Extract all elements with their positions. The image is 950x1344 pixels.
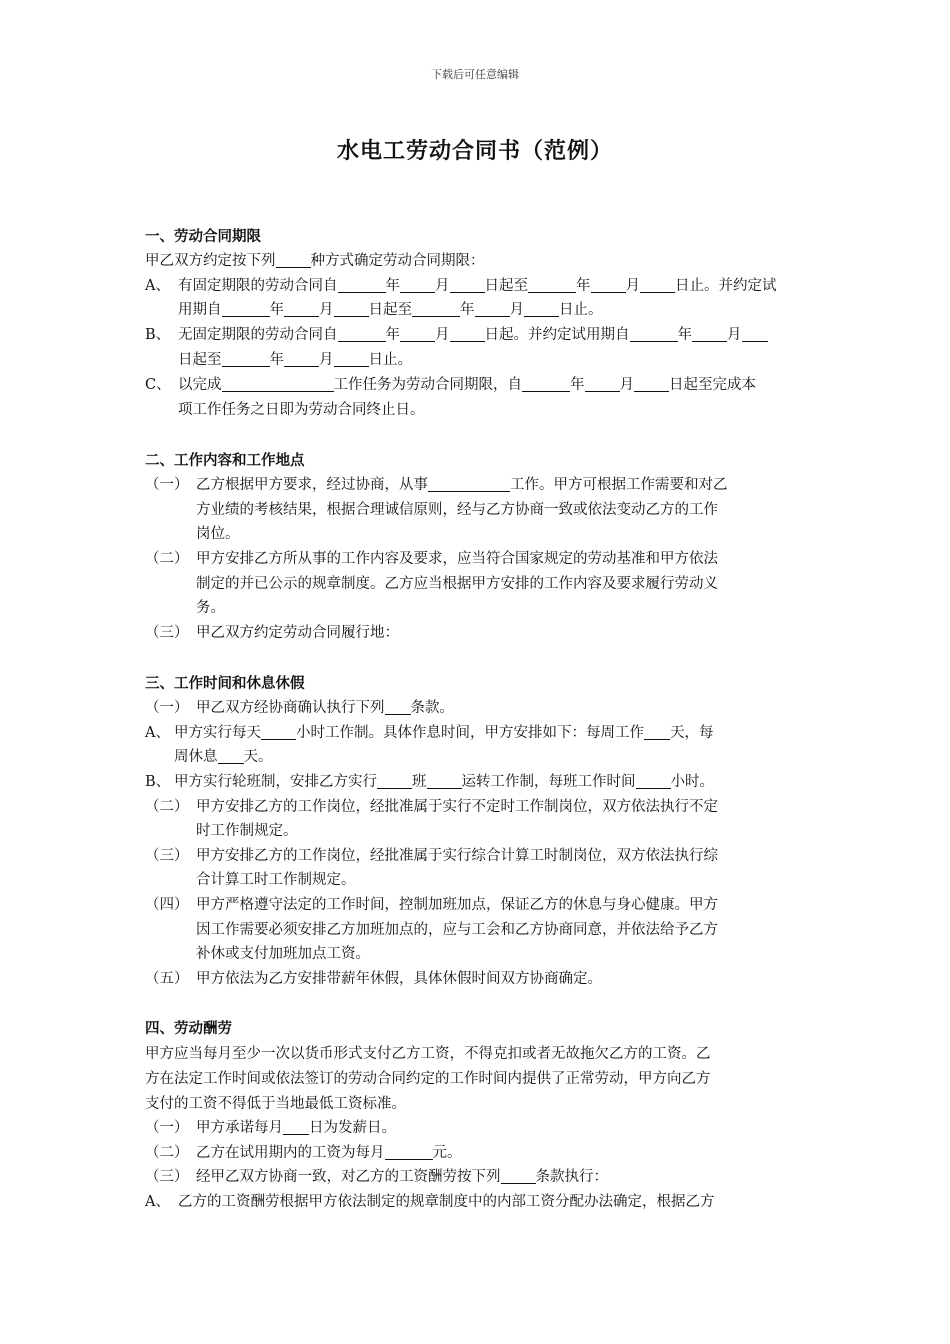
s2-p2-line3: 务。 (196, 600, 225, 616)
blank-field[interactable] (400, 278, 435, 293)
blank-field[interactable] (338, 327, 386, 342)
blank-field[interactable] (528, 278, 576, 293)
s3-p4-line1: 甲方严格遵守法定的工作时间，控制加班加点，保证乙方的休息与身心健康。甲方 (196, 897, 718, 913)
s1-item-c-line2: 项工作任务之日即为劳动合同终止日。 (178, 402, 425, 418)
blank-field[interactable] (630, 327, 678, 342)
s1-item-c-line1: 以完成 工作任务为劳动合同期限，自 年 月 日起至完成本 (178, 377, 756, 393)
s3-p3-marker: （三） (145, 848, 189, 864)
s4-item-a-marker: A、 (145, 1194, 170, 1210)
s2-p2-line1: 甲方安排乙方所从事的工作内容及要求，应当符合国家规定的劳动基准和甲方依法 (196, 551, 718, 567)
s3-item-a-line2: 周休息 天。 (174, 749, 273, 765)
blank-field[interactable] (284, 352, 319, 367)
s4-intro-line2: 方在法定工作时间或依法签订的劳动合同约定的工作时间内提供了正常劳动，甲方向乙方 (145, 1071, 711, 1087)
s4-p2-line1: 乙方在试用期内的工资为每月 元。 (196, 1145, 462, 1161)
section-4-heading: 四、劳动酬劳 (145, 1021, 232, 1037)
s1-intro: 甲乙双方约定按下列 种方式确定劳动合同期限： (145, 253, 485, 269)
s3-p3-line2: 合计算工时工作制规定。 (196, 872, 356, 888)
s1-item-a-line2: 用期自 年 月 日起至 年 月 日止。 (178, 302, 603, 318)
blank-field[interactable] (283, 1120, 309, 1135)
blank-field[interactable] (501, 1169, 536, 1184)
blank-field[interactable] (334, 352, 369, 367)
s1-item-a-marker: A、 (145, 278, 170, 294)
s2-p1-marker: （一） (145, 477, 189, 493)
s3-p5-marker: （五） (145, 971, 189, 987)
s4-intro-line3: 支付的工资不得低于当地最低工资标准。 (145, 1096, 406, 1112)
s1-item-c-marker: C、 (145, 377, 171, 393)
blank-field[interactable] (400, 327, 435, 342)
s2-p1-line1: 乙方根据甲方要求，经过协商，从事 工作。甲方可根据工作需要和对乙 (196, 477, 728, 493)
blank-field[interactable] (450, 327, 485, 342)
s2-p3-marker: （三） (145, 625, 189, 641)
s2-p1-line3: 岗位。 (196, 526, 240, 542)
blank-field[interactable] (338, 278, 386, 293)
s1-item-b-marker: B、 (145, 327, 171, 343)
s3-item-a-marker: A、 (145, 725, 170, 741)
s3-item-a-line1: 甲方实行每天 小时工作制。具体作息时间，甲方安排如下：每周工作 天，每 (174, 725, 714, 741)
s3-p3-line1: 甲方安排乙方的工作岗位，经批准属于实行综合计算工时制岗位，双方依法执行综 (196, 848, 718, 864)
section-3-heading: 三、工作时间和休息休假 (145, 676, 305, 692)
s3-p4-line2: 因工作需要必须安排乙方加班加点的，应与工会和乙方协商同意，并依法给予乙方 (196, 922, 718, 938)
blank-field[interactable] (634, 377, 669, 392)
section-1-heading: 一、劳动合同期限 (145, 229, 261, 245)
document-title: 水电工劳动合同书（范例） (336, 138, 613, 164)
blank-field[interactable] (692, 327, 727, 342)
blank-field[interactable] (276, 253, 311, 268)
s3-p2-line1: 甲方安排乙方的工作岗位，经批准属于实行不定时工作制岗位，双方依法执行不定 (196, 799, 718, 815)
section-2-heading: 二、工作内容和工作地点 (145, 453, 305, 469)
blank-field[interactable] (742, 327, 768, 342)
blank-field[interactable] (475, 302, 510, 317)
s3-p1-marker: （一） (145, 700, 189, 716)
blank-field[interactable] (385, 1145, 433, 1160)
s3-p1-line1: 甲乙双方经协商确认执行下列 条款。 (196, 700, 454, 716)
blank-field[interactable] (412, 302, 460, 317)
blank-field[interactable] (644, 725, 670, 740)
s4-intro-line1: 甲方应当每月至少一次以货币形式支付乙方工资，不得克扣或者无故拖欠乙方的工资。乙 (145, 1046, 711, 1062)
blank-field[interactable] (334, 302, 369, 317)
s3-p4-line3: 补休或支付加班加点工资。 (196, 946, 370, 962)
s3-p5-line1: 甲方依法为乙方安排带薪年休假，具体休假时间双方协商确定。 (196, 971, 602, 987)
blank-field[interactable] (385, 700, 411, 715)
s3-item-b-line1: 甲方实行轮班制，安排乙方实行 班 运转工作制，每班工作时间 小时。 (174, 774, 714, 790)
blank-field[interactable] (428, 477, 510, 492)
s3-p2-marker: （二） (145, 799, 189, 815)
s4-p2-marker: （二） (145, 1145, 189, 1161)
blank-field[interactable] (427, 774, 462, 789)
blank-field[interactable] (222, 377, 334, 392)
s2-p2-marker: （二） (145, 551, 189, 567)
s4-p3-line1: 经甲乙双方协商一致，对乙方的工资酬劳按下列 条款执行： (196, 1169, 608, 1185)
s4-p3-marker: （三） (145, 1169, 189, 1185)
s1-item-b-line2: 日起至 年 月 日止。 (178, 352, 412, 368)
s1-item-b-line1: 无固定期限的劳动合同自 年 月 日起。并约定试用期自 年 月 (178, 325, 768, 345)
blank-field[interactable] (377, 774, 412, 789)
page-header-note: 下载后可任意编辑 (431, 68, 519, 81)
s2-p1-line2: 方业绩的考核结果，根据合理诚信原则，经与乙方协商一致或依法变动乙方的工作 (196, 502, 718, 518)
blank-field[interactable] (261, 725, 296, 740)
s3-p4-marker: （四） (145, 897, 189, 913)
blank-field[interactable] (284, 302, 319, 317)
s1-item-a-line1: 有固定期限的劳动合同自 年 月 日起至 年 月 日止。并约定试 (178, 278, 777, 294)
s2-p3-line1: 甲乙双方约定劳动合同履行地： (196, 625, 399, 641)
s3-item-b-marker: B、 (145, 774, 171, 790)
s3-p2-line2: 时工作制规定。 (196, 823, 298, 839)
blank-field[interactable] (222, 302, 270, 317)
blank-field[interactable] (222, 352, 270, 367)
blank-field[interactable] (640, 278, 675, 293)
blank-field[interactable] (585, 377, 620, 392)
s4-p1-line1: 甲方承诺每月 日为发薪日。 (196, 1120, 396, 1136)
blank-field[interactable] (636, 774, 671, 789)
blank-field[interactable] (450, 278, 485, 293)
s4-item-a-line1: 乙方的工资酬劳根据甲方依法制定的规章制度中的内部工资分配办法确定，根据乙方 (178, 1194, 715, 1210)
blank-field[interactable] (524, 302, 559, 317)
s4-p1-marker: （一） (145, 1120, 189, 1136)
blank-field[interactable] (522, 377, 570, 392)
blank-field[interactable] (218, 749, 244, 764)
s2-p2-line2: 制定的并已公示的规章制度。乙方应当根据甲方安排的工作内容及要求履行劳动义 (196, 576, 718, 592)
blank-field[interactable] (591, 278, 626, 293)
